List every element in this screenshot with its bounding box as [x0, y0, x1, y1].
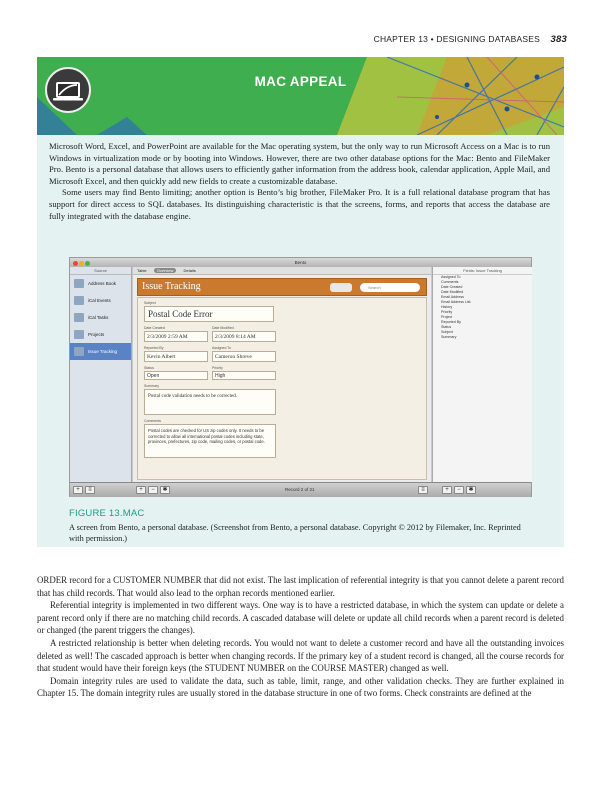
- mac-paragraph: Microsoft Word, Excel, and PowerPoint are available for the Mac operating system, but the only way to run Microsoft Access on a Mac is to run Windows in virtualization mode or by booting into Windows. However, there are two other database options for the Mac: Bento and FileMaker Pro. Bento is a personal database that allows users to efficiently gather information from the address book, calendar application, Apple Mail, and Microsoft Excel, and then quickly add new fields to create a customizable database.: [49, 141, 550, 186]
- sidebar-item-address-book: Address Book: [70, 275, 131, 292]
- bento-titlebar: [70, 258, 531, 267]
- add-field-icon: +: [442, 486, 452, 494]
- reported-by-field: Kevin Albert: [144, 351, 208, 362]
- add-record-icon: +: [136, 486, 146, 494]
- sidebar-item-issue-tracking: Issue Tracking: [70, 343, 131, 360]
- field-list-item: Comments: [441, 280, 459, 284]
- edit-icon: ≡: [85, 486, 95, 494]
- status-label: Status: [144, 366, 154, 370]
- form-title: Issue Tracking: [142, 281, 201, 292]
- summary-label: Summary: [144, 384, 159, 388]
- date-modified-label: Date Modified: [212, 326, 234, 330]
- body-paragraph: ORDER record for a CUSTOMER NUMBER that did not exist. The last implication of referential integrity is that you cannot delete a parent record that has child records. That would also lead to the orphan records mentioned earlier.: [37, 575, 564, 598]
- body-paragraph: Domain integrity rules are used to validate the data, such as table, limit, range, and other validation checks. They are further explained in Chapter 15. The domain integrity rules are usually stored in the database structure in one of two forms. Check constraints are defined at the: [37, 675, 564, 699]
- comments-field: Postal codes are checked for US zip codes only. It needs to be corrected to allow all international postal codes including state, provinces, prefectures, zip code, mailing codes, or postal code.: [144, 424, 276, 458]
- bento-main-pane: [133, 267, 431, 482]
- mac-paragraph: Some users may find Bento limiting; another option is Bento’s big brother, FileMaker Pro. It is a full relational database program that has support for direct access to SQL databases. Its distinguishing characteristic is that the screens, forms, and reports that access the database are fully integrated with the database engine.: [49, 187, 550, 221]
- field-list-item: Subject: [441, 330, 453, 334]
- date-created-label: Date Created: [144, 326, 165, 330]
- add-icon: +: [73, 486, 83, 494]
- remove-record-icon: −: [148, 486, 158, 494]
- priority-select: High: [212, 371, 276, 380]
- sidebar-item-ical-tasks: iCal Tasks: [70, 309, 131, 326]
- fields-pane-head: Fields: Issue Tracking: [433, 267, 532, 275]
- record-nav-arrows: [330, 283, 352, 292]
- body-text: [37, 574, 564, 700]
- figure-caption: A screen from Bento, a personal database. (Screenshot from Bento, a personal database. Copyright © 2012 by Filemaker, Inc. Reprinted with permission.): [69, 523, 521, 543]
- page-number: 383: [550, 34, 567, 45]
- status-select: Open: [144, 371, 208, 380]
- summary-field: Postal code validation needs to be corrected.: [144, 389, 276, 415]
- field-list-item: History: [441, 305, 453, 309]
- tab-overview: Overview: [154, 268, 177, 273]
- figure-label: FIGURE 13.MAC: [69, 508, 145, 519]
- window-title: Bento: [294, 260, 307, 265]
- mac-appeal-text: [49, 141, 550, 222]
- assigned-to-field: Cameron Shreve: [212, 351, 276, 362]
- bento-fields-pane: [432, 267, 532, 482]
- assigned-to-label: Assigned To: [212, 346, 232, 350]
- reported-by-label: Reported By: [144, 346, 164, 350]
- subject-field: Postal Code Error: [144, 306, 274, 322]
- field-list-item: Email Address List: [441, 300, 471, 304]
- mac-appeal-title: MAC APPEAL: [254, 74, 347, 89]
- tab-table: Table: [137, 268, 147, 273]
- bento-bottom-bar: [70, 482, 531, 497]
- banner-decoration: [37, 57, 564, 135]
- fields-list: [433, 275, 532, 340]
- field-list-item: Date Modified: [441, 290, 464, 294]
- tab-details: Details: [183, 268, 196, 273]
- mac-appeal-box: [37, 57, 564, 547]
- field-list-item: Status: [441, 325, 452, 329]
- list-view-icon: ≡: [418, 486, 428, 494]
- field-list-item: Date Created: [441, 285, 463, 289]
- running-head: [374, 34, 567, 45]
- record-count: Record 2 of 21: [285, 487, 315, 492]
- chapter-title: CHAPTER 13 • DESIGNING DATABASES: [373, 34, 540, 44]
- bento-screenshot: [69, 257, 532, 497]
- date-modified-field: 2/3/2009 8:14 AM: [212, 331, 276, 342]
- subject-label: Subject: [144, 301, 156, 305]
- priority-label: Priority: [212, 366, 223, 370]
- bento-sidebar: [70, 267, 132, 482]
- sidebar-item-ical-events: iCal Events: [70, 292, 131, 309]
- field-list-item: Reported By: [441, 320, 461, 324]
- form-body: [137, 297, 427, 480]
- field-list-item: Email Address: [441, 295, 464, 299]
- remove-field-icon: −: [454, 486, 464, 494]
- body-paragraph: Referential integrity is implemented in two different ways. One way is to have a restricted database, in which the system can update or delete a parent record only if there are no matching child records. A cascaded database will delete or update all child records when a parent record is deleted or changed (the parent triggers the changes).: [37, 600, 564, 636]
- body-paragraph: A restricted relationship is better when deleting records. You would not want to delete a customer record and have all the outstanding invoices deleted as well! The cascaded approach is better when changing records. If the primary key of a student record is changed, all the course records for that student would have their foreign keys (the STUDENT NUMBER on the COURSE MASTER) changed as well.: [37, 637, 564, 674]
- search-field: Search: [360, 283, 420, 292]
- field-list-item: Priority: [441, 310, 453, 314]
- field-gear-icon: ✱: [466, 486, 476, 494]
- sidebar-head: Source: [70, 267, 131, 275]
- field-list-item: Summary: [441, 335, 457, 339]
- date-created-field: 2/3/2009 2:59 AM: [144, 331, 208, 342]
- comments-label: Comments: [144, 419, 161, 423]
- form-header: [137, 278, 427, 296]
- sidebar-item-projects: Projects: [70, 326, 131, 343]
- field-list-item: Assigned To: [441, 275, 461, 279]
- gear-icon: ✱: [160, 486, 170, 494]
- mac-appeal-banner: [37, 57, 564, 135]
- bento-tabs: [133, 267, 431, 275]
- field-list-item: Project: [441, 315, 453, 319]
